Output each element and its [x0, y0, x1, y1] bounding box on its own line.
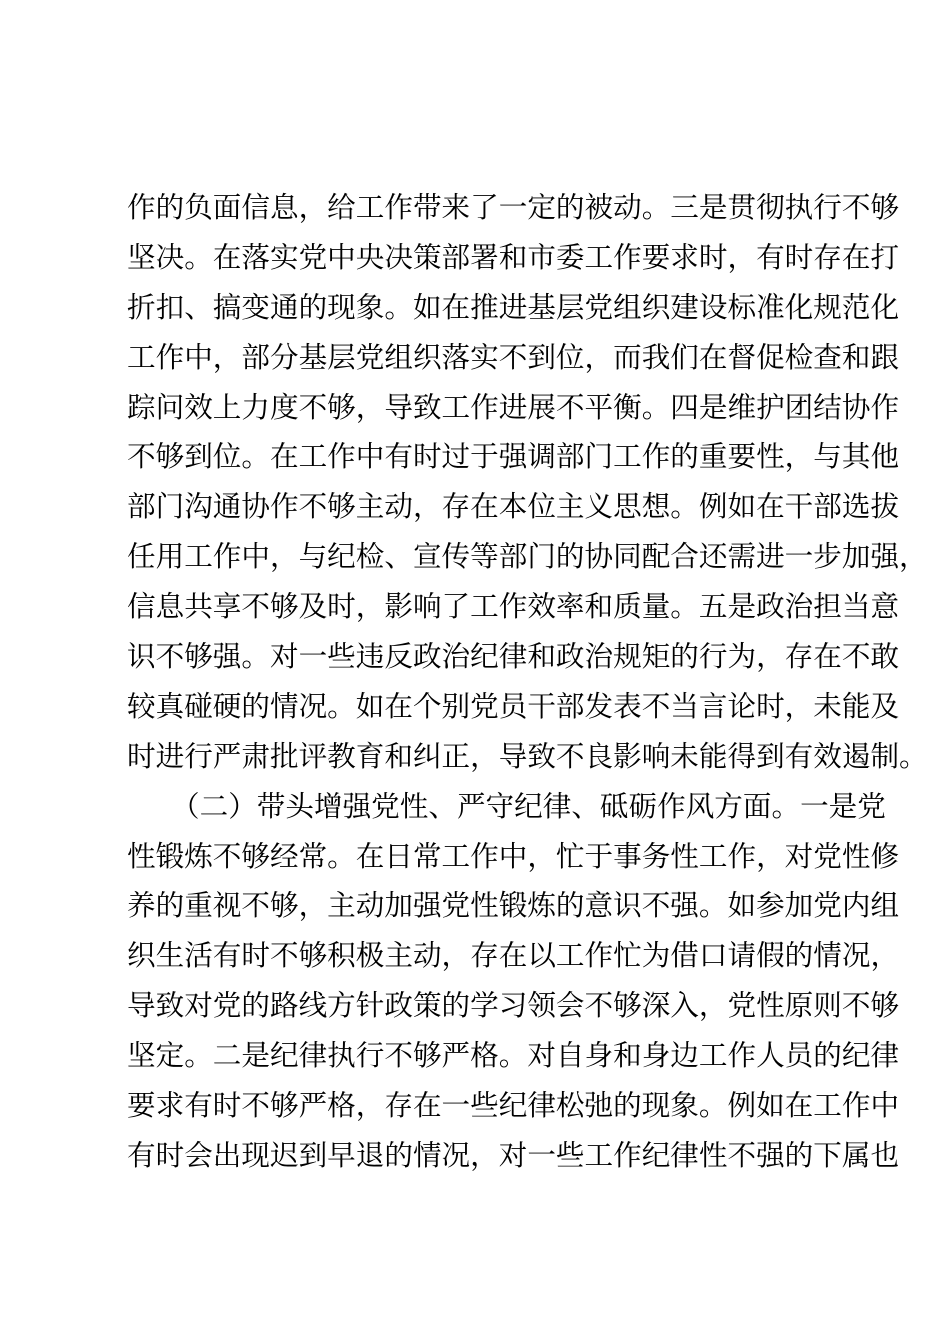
text-line-17: 导致对党的路线方针政策的学习领会不够深入，党性原则不够: [127, 988, 900, 1023]
text-line-19: 要求有时不够严格，存在一些纪律松弛的现象。例如在工作中: [127, 1088, 900, 1123]
text-line-9: 信息共享不够及时，影响了工作效率和质量。五是政治担当意: [127, 589, 900, 624]
text-line-14: 性锻炼不够经常。在日常工作中，忙于事务性工作，对党性修: [127, 838, 900, 873]
text-line-18: 坚定。二是纪律执行不够严格。对自身和身边工作人员的纪律: [127, 1038, 900, 1073]
text-line-1: 作的负面信息，给工作带来了一定的被动。三是贯彻执行不够: [127, 190, 900, 224]
text-line-5: 踪问效上力度不够，导致工作进展不平衡。四是维护团结协作: [127, 389, 900, 424]
text-line-8: 任用工作中，与纪检、宣传等部门的协同配合还需进一步加强，: [127, 539, 928, 574]
text-line-4: 工作中，部分基层党组织落实不到位，而我们在督促检查和跟: [127, 339, 900, 374]
text-line-3: 折扣、搞变通的现象。如在推进基层党组织建设标准化规范化: [127, 289, 900, 324]
section-heading-line: （二）带头增强党性、严守纪律、砥砺作风方面。一是党: [171, 788, 886, 823]
text-line-12: 时进行严肃批评教育和纠正，导致不良影响未能得到有效遏制。: [127, 738, 928, 773]
text-line-11: 较真碰硬的情况。如在个别党员干部发表不当言论时，未能及: [127, 688, 900, 723]
body-text: [127, 183, 928, 1181]
text-line-7: 部门沟通协作不够主动，存在本位主义思想。例如在干部选拔: [127, 489, 900, 524]
text-line-6: 不够到位。在工作中有时过于强调部门工作的重要性，与其他: [127, 439, 900, 474]
text-line-15: 养的重视不够，主动加强党性锻炼的意识不强。如参加党内组: [127, 888, 900, 923]
text-line-16: 织生活有时不够积极主动，存在以工作忙为借口请假的情况，: [127, 938, 900, 973]
text-line-20: 有时会出现迟到早退的情况，对一些工作纪律性不强的下属也: [127, 1137, 900, 1172]
text-line-10: 识不够强。对一些违反政治纪律和政治规矩的行为，存在不敢: [127, 639, 900, 674]
text-line-2: 坚决。在落实党中央决策部署和市委工作要求时，有时存在打: [127, 239, 900, 274]
